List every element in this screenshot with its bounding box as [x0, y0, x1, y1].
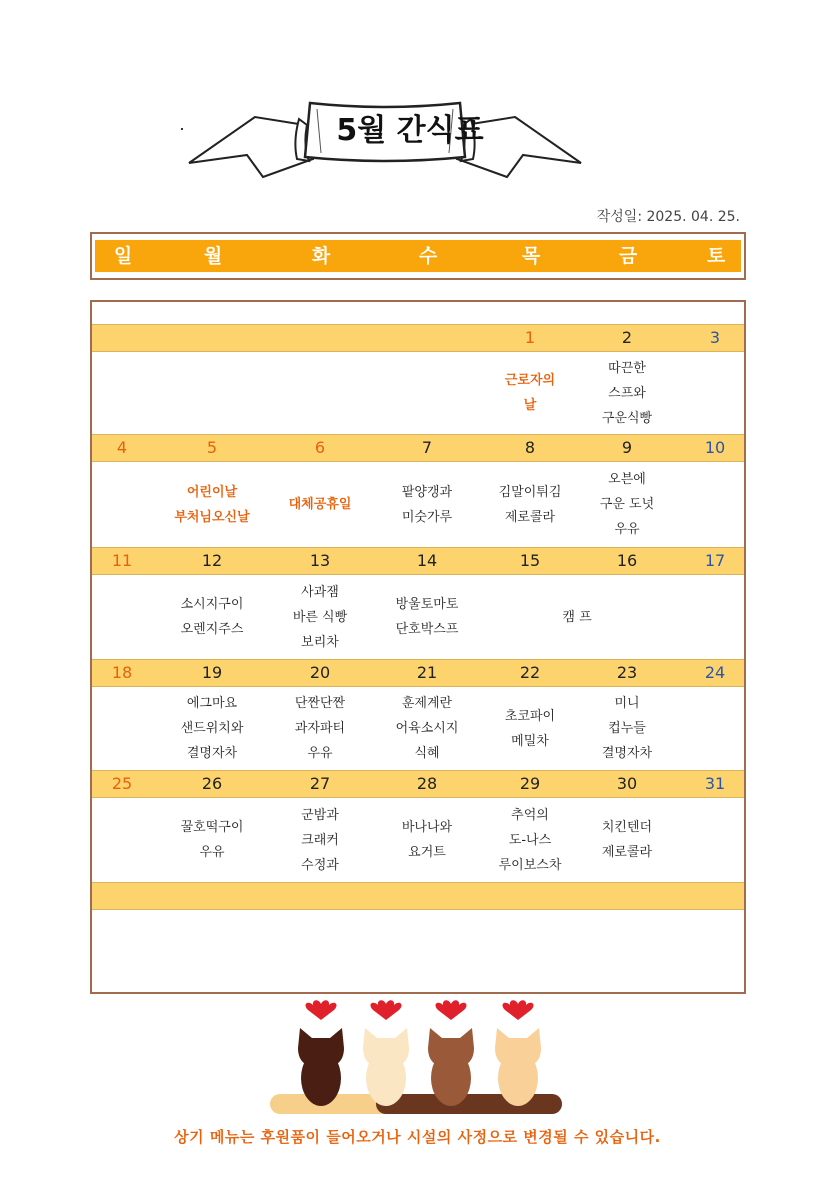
- menu-cell: 팥양갱과 미숫가루: [401, 484, 453, 525]
- calendar-grid: [90, 300, 746, 994]
- day-number: 14: [416, 551, 438, 570]
- day-number: 11: [111, 551, 133, 570]
- menu-cell: 사과잼 바른 식빵 보리차: [292, 584, 348, 650]
- day-number: 12: [201, 551, 223, 570]
- menu-cell: 김말이튀김 제로콜라: [498, 484, 562, 525]
- date-number-row: [92, 659, 744, 687]
- day-number: 17: [704, 551, 726, 570]
- menu-cell: 추억의 도-나스 루이보스차: [498, 807, 562, 873]
- dot-mark: [181, 128, 183, 130]
- menu-cell: 어린이날 부처님오신날: [174, 484, 250, 525]
- empty-number-row: [92, 882, 744, 910]
- page-title: 5월 간식표: [336, 113, 484, 148]
- day-number: 19: [201, 663, 223, 682]
- menu-cell: 미니 컵누들 결명자차: [601, 696, 653, 761]
- date-number-row: [92, 324, 744, 352]
- day-number: 10: [704, 438, 726, 457]
- day-number: 22: [519, 663, 541, 682]
- day-number: 13: [309, 551, 331, 570]
- cats-illustration: [268, 998, 568, 1123]
- day-number: 3: [709, 328, 721, 347]
- menu-cell: 초코파이 메밀차: [504, 708, 556, 749]
- menu-cell: 소시지구이 오렌지주스: [180, 597, 244, 637]
- weekday-label: 목: [521, 245, 541, 267]
- menu-cell: 바나나와 요거트: [401, 820, 453, 860]
- day-number: 4: [116, 438, 128, 457]
- menu-cell: 군밤과 크래커 수정과: [301, 807, 339, 873]
- weekday-header-bar: [95, 240, 741, 272]
- menu-cell: 캠 프: [562, 609, 592, 625]
- day-number: 23: [616, 663, 638, 682]
- date-number-row: [92, 770, 744, 798]
- day-number: 31: [704, 774, 726, 793]
- day-number: 16: [616, 551, 638, 570]
- menu-cell: 훈제계란 어육소시지 식혜: [395, 696, 459, 761]
- weekday-label: 토: [706, 245, 726, 267]
- date-number-row: [92, 434, 744, 462]
- day-number: 21: [416, 663, 438, 682]
- day-number: 28: [416, 774, 438, 793]
- day-number: 30: [616, 774, 638, 793]
- day-number: 1: [524, 328, 536, 347]
- weekday-label: 화: [311, 245, 331, 267]
- menu-cell: 대체공휴일: [288, 497, 352, 512]
- day-number: 5: [206, 438, 218, 457]
- weekday-header: [90, 232, 746, 280]
- weekday-label: 일: [113, 245, 133, 267]
- menu-cell: 오븐에 구운 도넛 우유: [599, 472, 655, 537]
- day-number: 25: [111, 774, 133, 793]
- day-number: 8: [524, 438, 536, 457]
- day-number: 18: [111, 663, 133, 682]
- day-number: 7: [421, 438, 433, 457]
- menu-cell: 꿀호떡구이 우유: [180, 820, 244, 860]
- day-number: 29: [519, 774, 541, 793]
- day-number: 15: [519, 551, 541, 570]
- menu-cell: 따끈한 스프와 구운식빵: [601, 360, 653, 426]
- footer-note: 상기 메뉴는 후원품이 들어오거나 시설의 사정으로 변경될 수 있습니다.: [174, 1128, 661, 1146]
- written-date: 작성일: 2025. 04. 25.: [596, 209, 740, 225]
- weekday-label: 월: [203, 245, 223, 267]
- menu-cell: 방울토마토 단호박스프: [395, 597, 459, 637]
- day-number: 6: [314, 438, 326, 457]
- day-number: 20: [309, 663, 331, 682]
- menu-cell: 근로자의 날: [504, 373, 556, 413]
- menu-cell: 에그마요 샌드위치와 결명자차: [180, 696, 244, 761]
- day-number: 27: [309, 774, 331, 793]
- weekday-label: 수: [418, 245, 438, 267]
- menu-cell: 치킨텐더 제로콜라: [601, 820, 653, 860]
- day-number: 24: [704, 663, 726, 682]
- day-number: 26: [201, 774, 223, 793]
- date-number-row: [92, 547, 744, 575]
- menu-cell: 단짠단짠 과자파티 우유: [294, 696, 346, 761]
- weekday-label: 금: [618, 245, 638, 267]
- day-number: 9: [621, 438, 633, 457]
- day-number: 2: [621, 328, 633, 347]
